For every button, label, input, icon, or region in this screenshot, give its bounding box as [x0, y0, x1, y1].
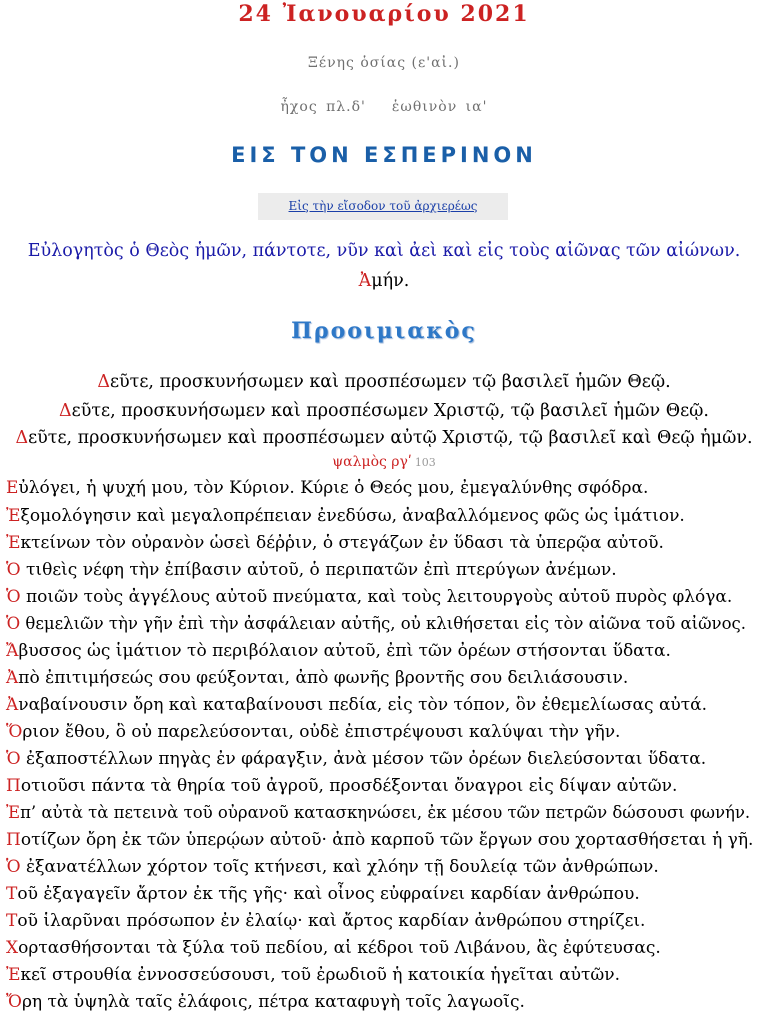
verse-line: [6, 692, 766, 718]
initial-capital: Ἀ: [358, 271, 372, 291]
verse-line: [6, 557, 766, 583]
initial-capital: Ἐ: [6, 965, 21, 985]
verse-text: ἐξαποστέλλων πηγὰς ἐν φάραγξιν, ἀνὰ μέσον τῶν ὀρέων διελεύσονται ὕδατα.: [20, 749, 707, 769]
initial-capital: Ἐ: [6, 506, 21, 526]
verse-text: οῦ ἱλαρῦναι πρόσωπον ἐν ἐλαίῳ· καὶ ἄρτος καρδίαν ἀνθρώπου στηρίζει.: [17, 911, 646, 931]
invitation-line: [0, 369, 768, 395]
initial-capital: Ὁ: [6, 560, 21, 580]
verse-text: ριον ἔθου, ὃ οὐ παρελεύσονται, οὐδὲ ἐπιστρέψουσι καλύψαι τὴν γῆν.: [22, 722, 621, 742]
initial-capital: Τ: [6, 911, 18, 931]
invitation-line: [0, 425, 768, 451]
initial-capital: Ὁ: [6, 857, 21, 877]
initial-capital: Ὄ: [6, 992, 22, 1012]
initial-capital: Ἀ: [6, 695, 19, 715]
initial-capital: Ὁ: [6, 749, 21, 769]
verse-line: [6, 665, 766, 691]
verse-line: [6, 503, 766, 529]
verse-line: [6, 800, 766, 826]
invitation-text: εῦτε, προσκυνήσωμεν καὶ προσπέσωμεν τῷ βασιλεῖ ἡμῶν Θεῷ.: [109, 372, 671, 392]
initial-capital: Ἀ: [6, 668, 19, 688]
initial-capital: Δ: [59, 401, 72, 421]
verse-text: κεῖ στρουθία ἐννοσσεύσουσι, τοῦ ἐρωδιοῦ ἡ κατοικία ἡγεῖται αὐτῶν.: [20, 965, 620, 985]
verse-text: θεμελιῶν τὴν γῆν ἐπὶ τὴν ἀσφάλειαν αὐτῆς, οὐ κλιθήσεται εἰς τὸν αἰῶνα τοῦ αἰῶνος.: [20, 614, 747, 633]
verse-text: πὸ ἐπιτιμήσεώς σου φεύξονται, ἀπὸ φωνῆς βροντῆς σου δειλιάσουσιν.: [18, 668, 629, 688]
initial-capital: Π: [6, 776, 21, 796]
verse-text: τιθεὶς νέφη τὴν ἐπίβασιν αὐτοῦ, ὁ περιπατῶν ἐπὶ πτερύγων ἀνέμων.: [20, 560, 617, 580]
initial-capital: Ἄ: [6, 641, 19, 661]
prooimiakos-title: Προοιμιακὸς: [291, 318, 477, 344]
saint-commemoration: Ξένης ὁσίας (ε'αἰ.): [308, 55, 460, 71]
verse-text: ποιῶν τοὺς ἀγγέλους αὐτοῦ πνεύματα, καὶ τοὺς λειτουργοὺς αὐτοῦ πυρὸς φλόγα.: [20, 587, 733, 607]
blessing-text: Εὐλογητὸς ὁ Θεὸς ἡμῶν, πάντοτε, νῦν καὶ ἀεὶ καὶ εἰς τοὺς αἰῶνας τῶν αἰώνων.: [27, 241, 741, 261]
verse-text: οτιοῦσι πάντα τὰ θηρία τοῦ ἀγροῦ, προσδέξονται ὄναγροι εἰς δίψαν αὐτῶν.: [20, 776, 678, 796]
verse-text: κτείνων τὸν οὐρανὸν ὡσεὶ δέῤῥιν, ὁ στεγάζων ἐν ὕδασι τὰ ὑπερῷα αὐτοῦ.: [20, 533, 664, 553]
verse-text: ξομολόγησιν καὶ μεγαλοπρέπειαν ἐνεδύσω, ἀναβαλλόμενος φῶς ὡς ἱμάτιον.: [20, 506, 685, 526]
verse-line: [6, 475, 766, 501]
verse-text: οτίζων ὄρη ἐκ τῶν ὑπερῴων αὐτοῦ· ἀπὸ καρποῦ τῶν ἔργων σου χορτασθήσεται ἡ γῆ.: [20, 830, 754, 850]
invitation-line: [0, 398, 768, 424]
verse-text: π’ αὐτὰ τὰ πετεινὰ τοῦ οὐρανοῦ κατασκηνώσει, ἐκ μέσου τῶν πετρῶν δώσουσι φωνήν.: [20, 803, 751, 822]
invitation-text: εῦτε, προσκυνήσωμεν καὶ προσπέσωμεν αὐτῷ Χριστῷ, τῷ βασιλεῖ καὶ Θεῷ ἡμῶν.: [28, 428, 753, 448]
verse-line: [6, 854, 766, 880]
verse-line: [6, 773, 766, 799]
verse-line: [6, 719, 766, 745]
date-heading: 24 Ἰανουαρίου 2021: [238, 1, 530, 27]
initial-capital: Ὁ: [6, 614, 21, 633]
verse-text: οῦ ἐξαγαγεῖν ἄρτον ἐκ τῆς γῆς· καὶ οἶνος εὐφραίνει καρδίαν ἀνθρώπου.: [17, 884, 640, 904]
verse-text: ναβαίνουσιν ὄρη καὶ καταβαίνουσι πεδία, εἰς τὸν τόπον, ὃν ἐθεμελίωσας αὐτά.: [18, 695, 708, 715]
amen-text: [0, 268, 768, 294]
verse-line: [6, 962, 766, 988]
initial-capital: Ἐ: [6, 533, 21, 553]
initial-capital: Χ: [6, 938, 19, 958]
verse-line: [6, 638, 766, 664]
verse-line: [6, 989, 766, 1015]
invitation-text: εῦτε, προσκυνήσωμεν καὶ προσπέσωμεν Χριστῷ, τῷ βασιλεῖ ἡμῶν Θεῷ.: [71, 401, 709, 421]
verse-text: βυσσος ὡς ἱμάτιον τὸ περιβόλαιον αὐτοῦ, ἐπὶ τῶν ὀρέων στήσονται ὕδατα.: [18, 641, 671, 661]
psalm-number: 103: [414, 456, 436, 469]
initial-capital: Ε: [6, 478, 19, 498]
verse-line: [6, 935, 766, 961]
eothinon-label: ἑωθινὸν ια': [391, 99, 488, 115]
verse-line: [6, 611, 766, 637]
tone-line: [0, 99, 768, 115]
verse-line: [6, 530, 766, 556]
verse-text: ἐξανατέλλων χόρτον τοῖς κτήνεσι, καὶ χλόην τῇ δουλείᾳ τῶν ἀνθρώπων.: [20, 857, 659, 877]
verse-line: [6, 881, 766, 907]
verse-line: [6, 746, 766, 772]
initial-capital: Ἐ: [6, 803, 21, 822]
verse-line: [6, 584, 766, 610]
initial-capital: Ὁ: [6, 587, 21, 607]
psalm-title: ψαλμὸς ργʹ: [332, 454, 412, 470]
initial-capital: Δ: [97, 372, 110, 392]
verse-text: ορτασθήσονται τὰ ξύλα τοῦ πεδίου, αἱ κέδροι τοῦ Λιβάνου, ἃς ἐφύτευσας.: [18, 938, 661, 958]
tone-label: ἦχος πλ.δ': [280, 99, 366, 115]
verse-line: [6, 827, 766, 853]
verse-line: [6, 908, 766, 934]
initial-capital: Δ: [15, 428, 29, 448]
initial-capital: Π: [6, 830, 21, 850]
section-title: ΕΙΣ ΤΟΝ ΕΣΠΕΡΙΝΟΝ: [231, 143, 537, 167]
initial-capital: Ὅ: [6, 722, 23, 742]
psalm-label: [0, 454, 768, 470]
entrance-link[interactable]: Εἰς τὴν εἴσοδον τοῦ ἀρχιερέως: [258, 193, 508, 220]
initial-capital: Τ: [6, 884, 18, 904]
verse-text: ὐλόγει, ἡ ψυχή μου, τὸν Κύριον. Κύριε ὁ Θεός μου, ἐμεγαλύνθης σφόδρα.: [18, 478, 649, 498]
verse-text: ρη τὰ ὑψηλὰ ταῖς ἐλάφοις, πέτρα καταφυγὴ τοῖς λαγωοῖς.: [21, 992, 525, 1012]
amen-rest: μήν.: [371, 271, 410, 291]
